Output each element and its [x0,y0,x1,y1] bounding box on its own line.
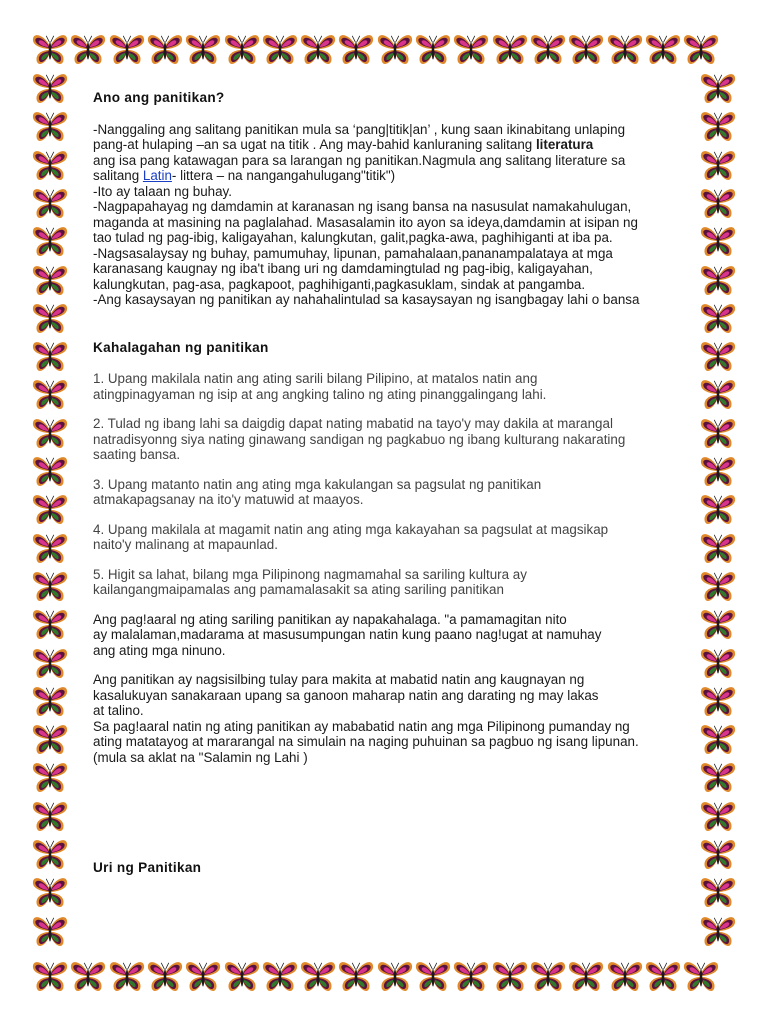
butterfly-icon [31,187,69,221]
butterfly-icon [452,960,490,994]
butterfly-icon [699,800,737,834]
butterfly-icon [31,647,69,681]
butterfly-icon [223,33,261,67]
butterfly-icon [699,608,737,642]
butterfly-icon [31,264,69,298]
butterfly-icon [699,72,737,106]
text-line: ang isa pang katawagan para sa larangan ng panitikan.Nagmula ang salitang literature sa [93,152,626,168]
butterfly-icon [31,378,69,412]
butterfly-icon [699,378,737,412]
butterfly-icon [699,264,737,298]
butterfly-icon [261,33,299,67]
butterfly-icon [699,493,737,527]
butterfly-icon [699,685,737,719]
butterfly-icon [699,838,737,872]
butterfly-icon [529,33,567,67]
study-paragraph: Ang pag!aaral ng ating sariling panitikan ay napakahalaga. "a pamamagitan nito ay malalaman,madarama at masusumpungan natin kung paano nag!ugat at namuhay ang ating mga ninuno. [93,611,602,658]
butterfly-icon [699,340,737,374]
text-line: salitang Latin- littera – na nangangahulugang"titik") [93,168,396,183]
butterfly-icon [414,960,452,994]
text-line: tao tulad ng pag-ibig, kaligayahan, kalungkutan, galit,pagka-awa, paghihiganti at iba pa. [93,230,613,245]
definition-paragraph [93,122,683,308]
butterfly-icon [31,723,69,757]
list-item: 2. Tulad ng ibang lahi sa daigdig dapat nating mabatid na tayo'y may dakila at marangal natradisyonng siya nating ginawang sandigan ng pagkabuo ng ibang kulturang nakarating saating bansa. [93,416,626,462]
butterfly-icon [699,723,737,757]
butterfly-icon [184,33,222,67]
butterfly-icon [31,608,69,642]
butterfly-icon [699,225,737,259]
butterfly-icon [644,960,682,994]
butterfly-icon [699,149,737,183]
butterfly-icon [299,33,337,67]
butterfly-icon [491,960,529,994]
butterfly-icon [606,960,644,994]
butterfly-icon [567,33,605,67]
butterfly-icon [146,33,184,67]
butterfly-icon [337,960,375,994]
document-body [93,90,683,876]
section-heading-kahalagahan: Kahalagahan ng panitikan [93,339,269,355]
butterfly-icon [31,417,69,451]
text-line: kalungkutan, pag-asa, pagkapoot, paghihiganti,pagkasuklam, sindak at pangamba. [93,276,586,292]
text-line: -Ang kasaysayan ng panitikan ay nahahalintulad sa kasaysayan ng isangbagay lahi o bansa [93,292,640,307]
list-item: 3. Upang matanto natin ang ating mga kakulangan sa pagsulat ng panitikan atmakapagsanay na ito'y matuwid at maayos. [93,476,542,507]
butterfly-icon [31,302,69,336]
butterfly-icon [31,761,69,795]
section-heading-uri-ng-panitikan: Uri ng Panitikan [93,860,202,875]
butterfly-icon [606,33,644,67]
butterfly-icon [31,455,69,489]
butterfly-icon [223,960,261,994]
butterfly-icon [31,149,69,183]
butterfly-icon [299,960,337,994]
butterfly-icon [31,915,69,949]
butterfly-icon [699,570,737,604]
text-line: -Ito ay talaan ng buhay. [93,183,232,199]
section-heading-ano-ang-panitikan: Ano ang panitikan? [93,90,225,105]
butterfly-icon [699,761,737,795]
butterfly-icon [31,838,69,872]
butterfly-icon [261,960,299,994]
text-line: karanasang kaugnay ng iba't ibang uri ng damdamingtulad ng pag-ibig, kaligayahan, [93,261,593,276]
butterfly-icon [31,33,69,67]
butterfly-icon [529,960,567,994]
importance-list [93,371,683,598]
butterfly-icon [31,876,69,910]
butterfly-icon [31,110,69,144]
butterfly-icon [414,33,452,67]
butterfly-icon [491,33,529,67]
butterfly-icon [69,33,107,67]
list-item: 4. Upang makilala at magamit natin ang ating mga kakayahan sa pagsulat at magsikap naito'y malinang at mapaunlad. [93,521,609,552]
butterfly-icon [31,800,69,834]
butterfly-icon [699,187,737,221]
text-line: -Nagpapahayag ng damdamin at karanasan ng isang bansa na nasusulat namakahulugan, [93,199,632,214]
butterfly-icon [699,417,737,451]
butterfly-icon [337,33,375,67]
butterfly-icon [699,915,737,949]
butterfly-icon [644,33,682,67]
butterfly-icon [31,72,69,106]
butterfly-icon [31,960,69,994]
text-line: pang-at hulaping –an sa ugat na titik . Ang may-bahid kanluraning salitang literatura [93,137,594,152]
butterfly-icon [682,33,720,67]
butterfly-icon [682,960,720,994]
butterfly-icon [452,33,490,67]
butterfly-icon [108,960,146,994]
butterfly-icon [31,685,69,719]
butterfly-icon [376,33,414,67]
butterfly-icon [699,110,737,144]
butterfly-icon [69,960,107,994]
text-line: -Nanggaling ang salitang panitikan mula sa ‘pang|titik|an’ , kung saan ikinabitang unlaping [93,121,626,137]
list-item: 1. Upang makilala natin ang ating sarili bilang Pilipino, at matalos natin ang atingpinagyaman ng isip at ang angking talino ng ating pinanggalingang lahi. [93,371,547,402]
butterfly-icon [31,493,69,527]
list-item: 5. Higit sa lahat, bilang mga Pilipinong nagmamahal sa sariling kultura ay kailangangmaipamalas ang pamamalasakit sa ating sariling panitikan [93,566,527,597]
butterfly-icon [699,455,737,489]
butterfly-icon [31,570,69,604]
bold-term: literatura [535,137,594,152]
butterfly-icon [567,960,605,994]
bridge-paragraph: Ang panitikan ay nagsisilbing tulay para makita at mabatid natin ang kaugnayan ng kasalukuyan sanakaraan upang sa ganoon maharap natin ang darating ng may lakas at talino. Sa pag!aaral natin ng ating panitikan ay mababatid natin ang mga Pilipinong pumanday ng ating matatayog at mararangal na simulain na naging puhuinan sa pagbuo ng isang lipunan. (mula sa aklat na "Salamin ng Lahi ) [93,672,639,765]
butterfly-icon [699,647,737,681]
butterfly-icon [699,532,737,566]
butterfly-icon [146,960,184,994]
butterfly-icon [184,960,222,994]
butterfly-icon [108,33,146,67]
butterfly-icon [376,960,414,994]
butterfly-icon [699,302,737,336]
latin-link[interactable]: Latin [142,168,172,183]
text-line: -Nagsasalaysay ng buhay, pamumuhay, lipunan, pamahalaan,pananampalataya at mga [93,245,613,261]
butterfly-icon [31,340,69,374]
butterfly-icon [31,532,69,566]
butterfly-icon [699,876,737,910]
text-line: maganda at masining na paglalahad. Masasalamin ito ayon sa ideya,damdamin at isipan ng [93,214,638,230]
butterfly-icon [31,225,69,259]
